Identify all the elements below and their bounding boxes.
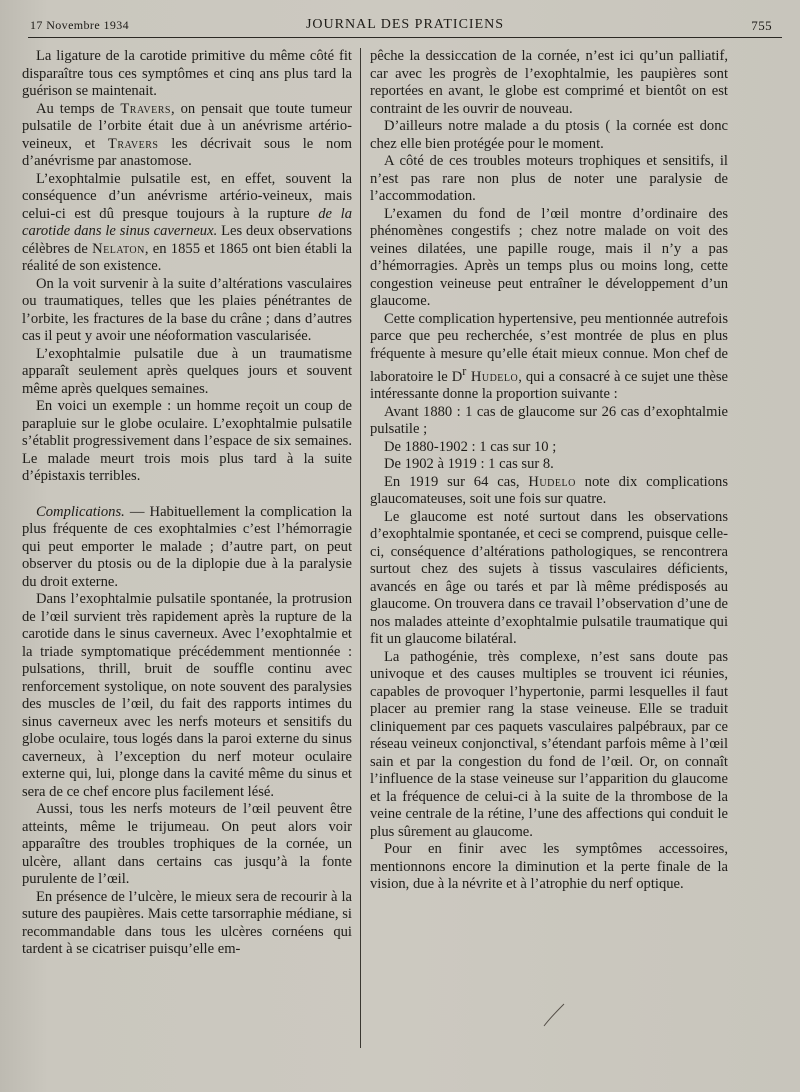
author-name: Hudelo xyxy=(466,368,519,385)
paragraph: La ligature de la carotide primitive du même côté fit disparaître tous ces symptômes et cinq ans plus tard la guérison se maintenait. xyxy=(22,48,352,99)
header-rule xyxy=(28,37,782,38)
author-name: Travers xyxy=(120,100,171,117)
statistic-line: De 1880-1902 : 1 cas sur 10 ; xyxy=(384,438,557,455)
statistic-line: De 1902 à 1919 : 1 cas sur 8. xyxy=(384,456,554,473)
paragraph: L’exophtalmie pulsatile due à un traumatisme apparaît seulement après quelques jours et souvent même après quelques semaines. xyxy=(22,345,352,397)
author-name: Nelaton xyxy=(92,240,145,257)
paragraph: Pour en finir avec les symptômes accessoires, mentionnons encore la diminution et la perte finale de la vision, due à la névrite et à l’atrophie du nerf optique. xyxy=(370,841,728,893)
right-column xyxy=(370,48,728,894)
paragraph: L’examen du fond de l’œil montre d’ordinaire des phénomènes congestifs ; chez notre malade on voit des veines dilatées, une papille rouge, mais il n’y a pas d’hémorragies. Après un temps plus ou moins long, cette congestion veineuse peut entraîner le développement d’un glaucome. xyxy=(370,205,728,309)
section-heading: Complications. xyxy=(36,503,125,520)
paragraph: A côté de ces troubles moteurs trophiques et sensitifs, il n’est pas rare non plus de noter une paralysie de l’accommodation. xyxy=(370,153,728,204)
author-name: Travers xyxy=(107,135,159,152)
paragraph: Au temps de Travers, on pensait que toute tumeur pulsatile de l’orbite était due à un anévrisme artério-veineux, et Travers les décrivait sous le nom d’anévrisme par anastomose. xyxy=(22,100,352,169)
page-number: 755 xyxy=(751,18,772,33)
column-divider xyxy=(360,48,361,1048)
journal-title: JOURNAL DES PRATICIENS xyxy=(305,17,505,32)
paragraph: En 1919 sur 64 cas, Hudelo note dix complications glaucomateuses, soit une fois sur quatre. xyxy=(370,473,728,508)
author-name: Hudelo xyxy=(528,473,576,490)
left-column xyxy=(22,48,352,959)
running-header xyxy=(30,16,780,36)
paragraph: La pathogénie, très complexe, n’est sans doute pas univoque et des causes multiples se trouvent ici réunies, capables de provoquer l’hypertonie, parmi lesquelles il faut placer au premier rang la stase veineuse. Elle se traduit cliniquement par ces paquets vasculaires palpébraux, par ce réseau veineux conjonctival, s’étendant parfois même à l’œil sain et par la congestion du fond de l’œil. Or, on connaît l’influence de la stase veineuse sur l’apparition du glaucome et la fréquence de celui-ci à la suite de la thrombose de la veine centrale de la rétine, l’une des affections qui conduit le plus sûrement au glaucome. xyxy=(370,648,728,840)
paragraph: D’ailleurs notre malade a du ptosis ( la cornée est donc chez elle bien protégée pour le moment. xyxy=(370,118,728,152)
paragraph: L’exophtalmie pulsatile est, en effet, souvent la conséquence d’un anévrisme artério-veineux, mais celui-ci est dû presque toujours à la rupture de la carotide dans le sinus caverneux. Les deux observations célèbres de Nelaton, en 1855 et 1865 ont bien établi la réalité de son existence. xyxy=(22,170,353,274)
statistics-list xyxy=(370,404,728,474)
paragraph: Dans l’exophtalmie pulsatile spontanée, la protrusion de l’œil survient très rapidement après la rupture de la carotide dans le sinus caverneux. Avec l’exophtalmie et la triade symptomatique précédemment mentionnée : pulsations, thrill, bruit de souffle continu avec renforcement systolique, on note souvent des paralysies des muscles de l’œil, du fait des rapports intimes du sinus caverneux avec les nerfs moteurs et sensitifs du globe oculaire, tous logés dans la paroi externe du sinus caverneux, à l’exception du nerf moteur oculaire externe qui, lui, plonge dans la cavité même du sinus et sera de ce chef encore plus facilement lésé. xyxy=(22,591,352,800)
paragraph: Le glaucome est noté surtout dans les observations d’exophtalmie spontanée, et ceci se comprend, puisque celle-ci, conséquence d’altérations pathologiques, se rencontrera surtout chez des sujets à tissus vasculaires déficients, avancés en âge ou tarés et par là même prédisposés au glaucome. On trouvera dans ce travail l’observation d’une de nos malades atteinte d’exophtalmie pulsatile traumatique qui fit un glaucome bilatéral. xyxy=(370,508,728,648)
paragraph-continued: pêche la dessiccation de la cornée, n’est ici qu’un palliatif, car avec les progrès de l’exophtalmie, les paupières sont reportées en avant, le globe est comprimé et bientôt on est contraint de les ouvrir de nouveau. xyxy=(370,48,728,117)
statistic-line: Avant 1880 : 1 cas de glaucome sur 26 cas d’exophtalmie pulsatile ; xyxy=(370,403,728,438)
paragraph: Cette complication hypertensive, peu mentionnée autrefois parce que peu recherchée, s’est montrée de plus en plus fréquente à mesure qu’elle était mieux connue. Mon chef de laboratoire le $D^r$ Hudelo, qui a consacré à ce sujet une thèse intéressante donne la proportion suivante : xyxy=(370,310,729,403)
paragraph: En présence de l’ulcère, le mieux sera de recourir à la suture des paupières. Mais cette tarsorraphie médiane, si recommandable dans tous les ulcères cornéens qui tardent à se cicatriser puisqu’elle em- xyxy=(22,888,352,957)
pen-mark xyxy=(540,1000,570,1030)
paragraph: En voici un exemple : un homme reçoit un coup de parapluie sur le globe oculaire. L’exophtalmie pulsatile s’établit progressivement dans l’espace de six semaines. Le malade meurt trois mois plus tard à la suite d’épistaxis terribles. xyxy=(22,398,352,484)
paragraph: On la voit survenir à la suite d’altérations vasculaires ou traumatiques, telles que les plaies pénétrantes de l’orbite, les fractures de la base du crâne ; dans d’autres cas il peut y avoir une néoformation vascularisée. xyxy=(22,275,352,344)
issue-date: 17 Novembre 1934 xyxy=(30,18,130,32)
paragraph: Aussi, tous les nerfs moteurs de l’œil peuvent être atteints, même le trijumeau. On peut alors voir apparaître des troubles trophiques de la cornée, un ulcère, allant dans certains cas jusqu’à la fonte purulente de l’œil. xyxy=(22,801,352,887)
italic-phrase: de la carotide dans le sinus caverneux. xyxy=(22,205,352,239)
section-paragraph: Complications. — Habituellement la complication la plus fréquente de ces exophtalmies c’est l’hémorragie qui peut emporter le malade ; d’autre part, on peut observer du ptosis ou de la diplopie due à la paralysie du droit externe. xyxy=(22,503,352,590)
